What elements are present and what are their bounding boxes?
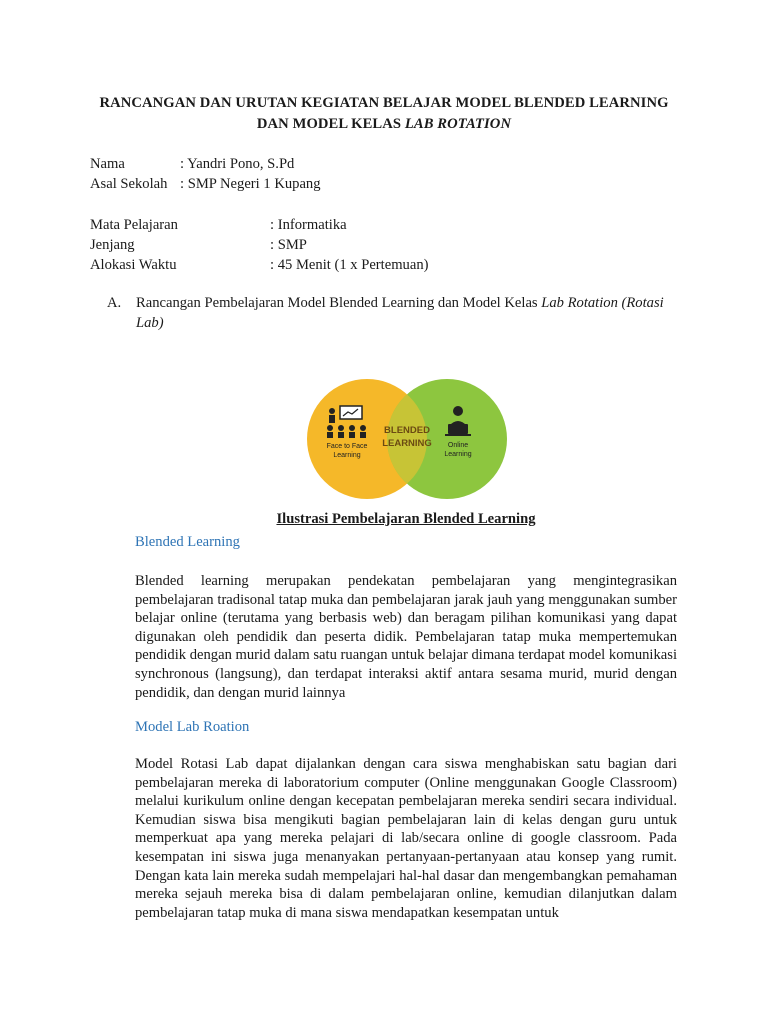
document-title	[60, 93, 708, 135]
info-mapel-value: : Informatika	[270, 217, 347, 233]
info-jenjang-label: Jenjang	[90, 237, 135, 253]
info-sekolah-label: Asal Sekolah	[90, 176, 168, 192]
title-line-2-italic: LAB ROTATION	[404, 116, 512, 132]
section-a-marker: A.	[107, 295, 122, 311]
info-waktu-value: : 45 Menit (1 x Pertemuan)	[270, 257, 429, 273]
info-waktu-label: Alokasi Waktu	[90, 257, 177, 273]
paragraph-blended-learning: Blended learning merupakan pendekatan pembelajaran yang mengintegrasikan pembelajaran tradisonal tatap muka dan pembelajaran jarak jauh yang menggunakan sumber belajar online (terutama yang berbasis web) dan beragam pilihan komunikasi yang dapat digunakan oleh pendidik dan peserta didik. Pembelajaran tatap muka mempertemukan pendidik dengan murid dalam satu ruangan untuk belajar dimana terdapat model komunikasi synchronous (langsung), dan terdapat interaksi aktif antara sesama murid, murid dengan pendidik, dan dengan murid lainnya	[135, 573, 677, 701]
face-to-face-label-2: Learning	[333, 452, 361, 459]
info-mapel-label: Mata Pelajaran	[90, 217, 178, 233]
section-a-text-italic: Lab Rotation (Rotasi Lab)	[136, 295, 664, 331]
info-nama-value: : Yandri Pono, S.Pd	[180, 156, 295, 172]
blended-label-1: BLENDED	[384, 425, 430, 436]
info-nama-label: Nama	[90, 156, 125, 172]
section-a-text	[136, 293, 681, 333]
info-jenjang-value: : SMP	[270, 237, 307, 253]
section-a-text-plain: Rancangan Pembelajaran Model Blended Learning dan Model Kelas	[136, 295, 542, 311]
info-sekolah-value: : SMP Negeri 1 Kupang	[180, 176, 321, 192]
blended-learning-venn-figure	[306, 378, 508, 500]
venn-diagram	[306, 378, 508, 500]
title-line-1: RANCANGAN DAN URUTAN KEGIATAN BELAJAR MODEL BLENDED LEARNING	[99, 95, 669, 111]
paragraph-model-lab-rotation: Model Rotasi Lab dapat dijalankan dengan cara siswa menghabiskan satu bagian dari pembelajaran mereka di laboratorium computer (Online menggunakan Google Classroom) melalui kurikulum online dengan kecepatan pembelajaran mereka sendiri secara individual. Kemudian siswa bisa mengikuti bagian pembelajaran lain di kelas dengan guru untuk memperkuat apa yang mereka pelajari di lab/secara online di google classroom. Pada kesempatan ini siswa juga menanyakan pertanyaan-pertanyaan atau konsep yang rumit. Dengan kata lain mereka sudah mempelajari hal-hal dasar dan mengembangkan pemahaman mereka sejauh mereka bisa di dalam pembelajaran online, kemudian dilanjutkan dalam pembelajaran tatap muka di mana siswa mendapatkan kesempatan untuk	[135, 756, 677, 921]
online-label-2: Learning	[444, 451, 472, 458]
online-label-1: Online	[447, 442, 469, 449]
figure-caption: Ilustrasi Pembelajaran Blended Learning	[276, 511, 536, 527]
heading-blended-learning: Blended Learning	[135, 534, 240, 550]
heading-model-lab-rotation: Model Lab Roation	[135, 719, 250, 735]
title-line-2	[60, 114, 708, 135]
title-line-2-prefix: DAN MODEL KELAS	[256, 116, 405, 132]
face-to-face-label-1: Face to Face	[326, 443, 368, 450]
blended-label-2: LEARNING	[382, 438, 432, 449]
